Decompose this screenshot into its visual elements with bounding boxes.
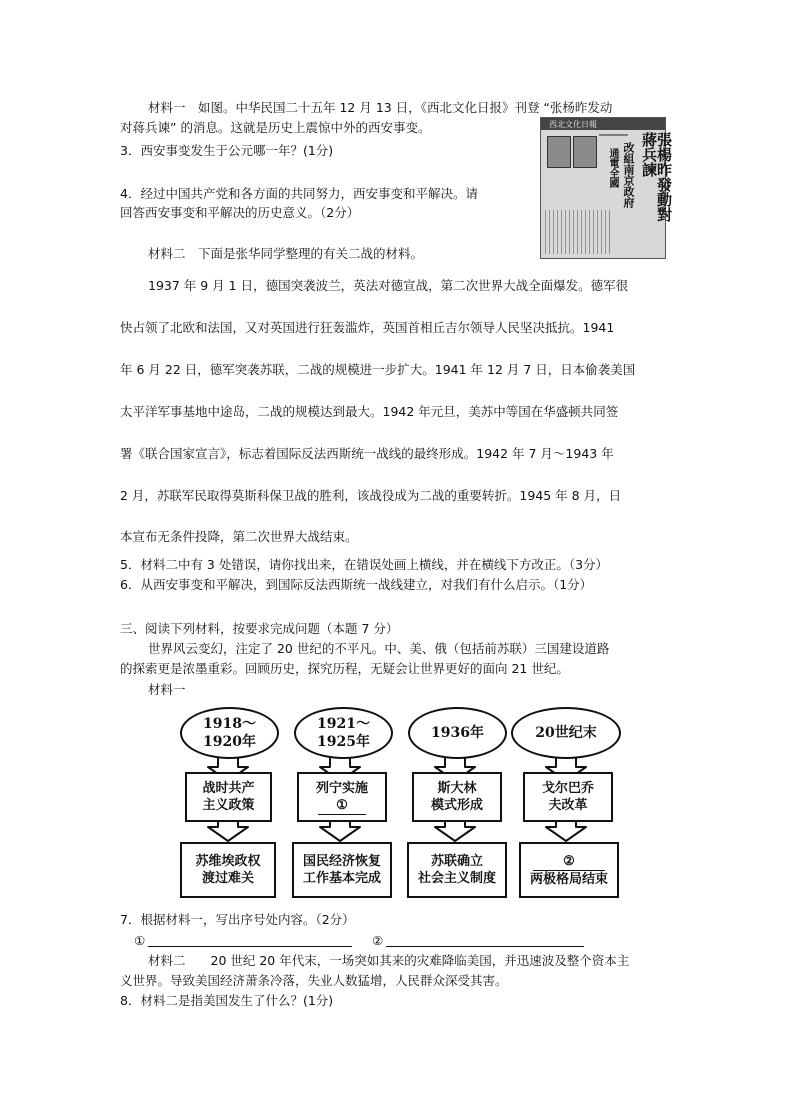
blank-marker-1: ① <box>318 797 366 815</box>
material2-line: 太平洋军事基地中途岛，二战的规模达到最大。1942 年元旦，美苏中等国在华盛顿共同签 <box>120 404 619 419</box>
material2b-line1: 材料二 20 世纪 20 年代末，一场突如其来的灾难降临美国，并迅速波及整个资本主 <box>148 953 630 968</box>
newspaper-headline: 張楊昨發動對蔣兵諫 <box>640 132 673 222</box>
answer-blank-1-label: ① <box>134 933 146 948</box>
result-box <box>407 842 507 898</box>
period-ellipse <box>511 707 621 759</box>
result-label: 苏维埃政权 <box>195 854 261 869</box>
policy-box <box>412 772 502 822</box>
policy-label: 戈尔巴乔 <box>541 781 594 796</box>
section3-intro-line2: 的探索更是浓墨重彩。回顾历史，探究历程，无疑会让世界更好的面向 21 世纪。 <box>120 661 569 676</box>
result-box <box>180 842 276 898</box>
result-label: 社会主义制度 <box>417 871 496 886</box>
answer-blank-2[interactable] <box>386 946 584 947</box>
policy-label: 主义政策 <box>202 798 255 813</box>
result-box <box>519 842 619 898</box>
period-ellipse <box>294 707 393 759</box>
policy-label: 夫改革 <box>548 798 588 813</box>
answer-blank-1[interactable] <box>148 946 352 947</box>
policy-box <box>523 772 613 822</box>
period-label: 1920年 <box>203 734 256 750</box>
result-label: 两极格局结束 <box>529 871 608 887</box>
section3-heading: 三、阅读下列材料，按要求完成问题（本题 7 分） <box>120 621 399 636</box>
material2-line: 快占领了北欧和法国，又对英国进行狂轰滥炸，英国首相丘吉尔领导人民坚决抵抗。1941 <box>120 320 615 335</box>
policy-label: 斯大林 <box>437 781 477 796</box>
policy-box <box>297 772 387 822</box>
answer-blank-2-label: ② <box>372 933 384 948</box>
material1-line2: 对蒋兵谏” 的消息。这就是历史上震惊中外的西安事变。 <box>120 120 431 135</box>
period-label: 1921～ <box>317 716 370 732</box>
question-6: 6．从西安事变和平解决，到国际反法西斯统一战线建立，对我们有什么启示。（1分） <box>120 577 593 592</box>
result-label: 渡过难关 <box>201 871 254 886</box>
question-8: 8．材料二是指美国发生了什么？(1分) <box>120 993 334 1008</box>
material1-line1: 材料一 如图。中华民国二十五年 12 月 13 日，《西北文化日报》刊登 “张杨昨发动 <box>148 100 613 115</box>
material2-line: 年 6 月 22 日，德军突袭苏联，二战的规模进一步扩大。1941 年 12 月 7 日，日本偷袭美国 <box>120 362 636 377</box>
period-ellipse <box>180 707 279 759</box>
question-7: 7．根据材料一，写出序号处内容。（2分） <box>120 912 355 927</box>
section3-intro-line1: 世界风云变幻，注定了 20 世纪的不平凡。中、美、俄（包括前苏联）三国建设道路 <box>148 641 610 656</box>
question-4-line1: 4．经过中国共产党和各方面的共同努力，西安事变和平解决。请 <box>120 186 478 201</box>
newspaper-subhead-1: 改組南京政府 <box>622 142 635 208</box>
question-3: 3．西安事变发生于公元哪一年？(1分) <box>120 143 334 158</box>
material2-line: 本宣布无条件投降，第二次世界大战结束。 <box>120 529 358 544</box>
section3-material1-label: 材料一 <box>148 682 186 697</box>
result-box <box>292 842 392 898</box>
period-label: 20世纪末 <box>535 725 597 741</box>
newspaper-date: ━━━━━━━━ <box>599 132 628 139</box>
question-5: 5．材料二中有 3 处错误，请你找出来，在错误处画上横线，并在横线下方改正。（3分） <box>120 557 609 572</box>
policy-box <box>185 772 272 822</box>
question-4-line2: 回答西安事变和平解决的历史意义。（2分） <box>120 205 360 220</box>
policy-label: 战时共产 <box>202 781 255 796</box>
period-ellipse <box>408 707 507 759</box>
material2b-line2: 义世界。导致美国经济萧条冷落，失业人数猛增，人民群众深受其害。 <box>120 973 508 988</box>
period-label: 1918～ <box>203 716 256 732</box>
material2-line: 1937 年 9 月 1 日，德国突袭波兰，英法对德宣战，第二次世界大战全面爆发。德军很 <box>148 278 629 293</box>
policy-label: 列宁实施 <box>315 780 368 796</box>
material2-line: 署《联合国家宣言》，标志着国际反法西斯统一战线的最终形成。1942 年 7 月～1943 年 <box>120 446 614 461</box>
result-label: 国民经济恢复 <box>302 854 381 869</box>
material2-line: 2 月，苏联军民取得莫斯科保卫战的胜利，该战役成为二战的重要转折。1945 年 8 月，日 <box>120 488 622 503</box>
blank-marker-2: ② <box>533 853 605 871</box>
period-label: 1925年 <box>317 734 370 750</box>
policy-label: 模式形成 <box>430 798 483 813</box>
newspaper-subhead-2: 通電全國 <box>607 148 618 188</box>
period-label: 1936年 <box>431 725 484 741</box>
result-label: 工作基本完成 <box>302 871 381 886</box>
material2-intro: 材料二 下面是张华同学整理的有关二战的材料。 <box>148 246 424 261</box>
newspaper-masthead: 西北文化日報 <box>549 120 597 129</box>
result-label: 苏联确立 <box>430 854 483 869</box>
